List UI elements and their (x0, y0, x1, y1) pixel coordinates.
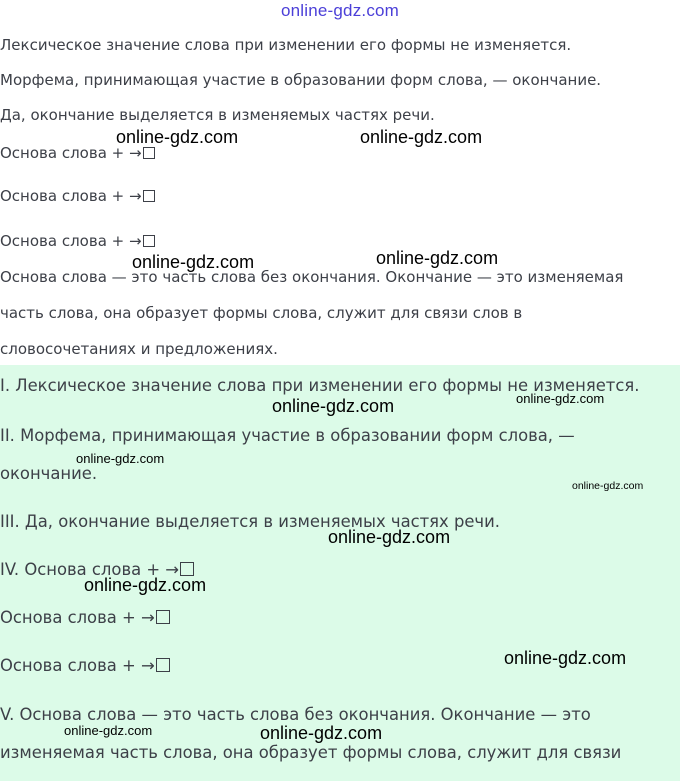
watermark: online-gdz.com (360, 127, 483, 147)
word-scheme (0, 656, 170, 675)
answer-item-2: II. Морфема, принимающая участие в образовании форм слова, — (0, 426, 575, 445)
watermark: online-gdz.com (116, 127, 239, 147)
watermark: online-gdz.com (572, 480, 644, 492)
ending-box-icon (156, 610, 170, 624)
ending-box-icon (180, 562, 194, 576)
answer-item-1: I. Лексическое значение слова при изменении его формы не изменяется. (0, 376, 640, 395)
text-line: Морфема, принимающая участие в образовании форм слова, — окончание. (0, 71, 602, 89)
text-line: Основа слова — это часть слова без окончания. Окончание — это изменяемая (0, 268, 624, 286)
watermark: online-gdz.com (260, 723, 383, 743)
scheme-text: Основа слова + → (0, 656, 155, 675)
word-scheme (0, 608, 170, 627)
ending-box-icon (143, 190, 155, 202)
watermark: online-gdz.com (132, 252, 255, 272)
scheme-text: Основа слова + → (0, 232, 142, 250)
watermark: online-gdz.com (272, 396, 395, 416)
text-line: часть слова, она образует формы слова, служит для связи слов в (0, 304, 523, 322)
answer-item-2-continued: окончание. (0, 464, 98, 483)
watermark: online-gdz.com (64, 723, 153, 738)
ending-box-icon (143, 147, 155, 159)
text-line: Лексическое значение слова при изменении его формы не изменяется. (0, 36, 572, 54)
watermark: online-gdz.com (328, 527, 451, 547)
watermark: online-gdz.com (76, 451, 165, 466)
word-scheme (0, 187, 155, 205)
watermark: online-gdz.com (84, 575, 207, 595)
text-line: словосочетаниях и предложениях. (0, 340, 278, 358)
answer-item-5-continued: изменяемая часть слова, она образует формы слова, служит для связи (0, 743, 622, 762)
word-scheme (0, 232, 155, 250)
answer-item-5: V. Основа слова — это часть слова без окончания. Окончание — это (0, 705, 591, 724)
ending-box-icon (143, 235, 155, 247)
ending-box-icon (156, 658, 170, 672)
text-line: Да, окончание выделяется в изменяемых частях речи. (0, 106, 435, 124)
scheme-text: Основа слова + → (0, 187, 142, 205)
header-watermark: online-gdz.com (280, 1, 400, 20)
scheme-text: IV. Основа слова + → (0, 560, 180, 579)
watermark: online-gdz.com (504, 648, 627, 668)
scheme-text: Основа слова + → (0, 608, 155, 627)
scheme-text: Основа слова + → (0, 144, 142, 162)
answer-item-3: III. Да, окончание выделяется в изменяемых частях речи. (0, 512, 500, 531)
watermark: online-gdz.com (376, 248, 499, 268)
watermark: online-gdz.com (516, 391, 605, 406)
